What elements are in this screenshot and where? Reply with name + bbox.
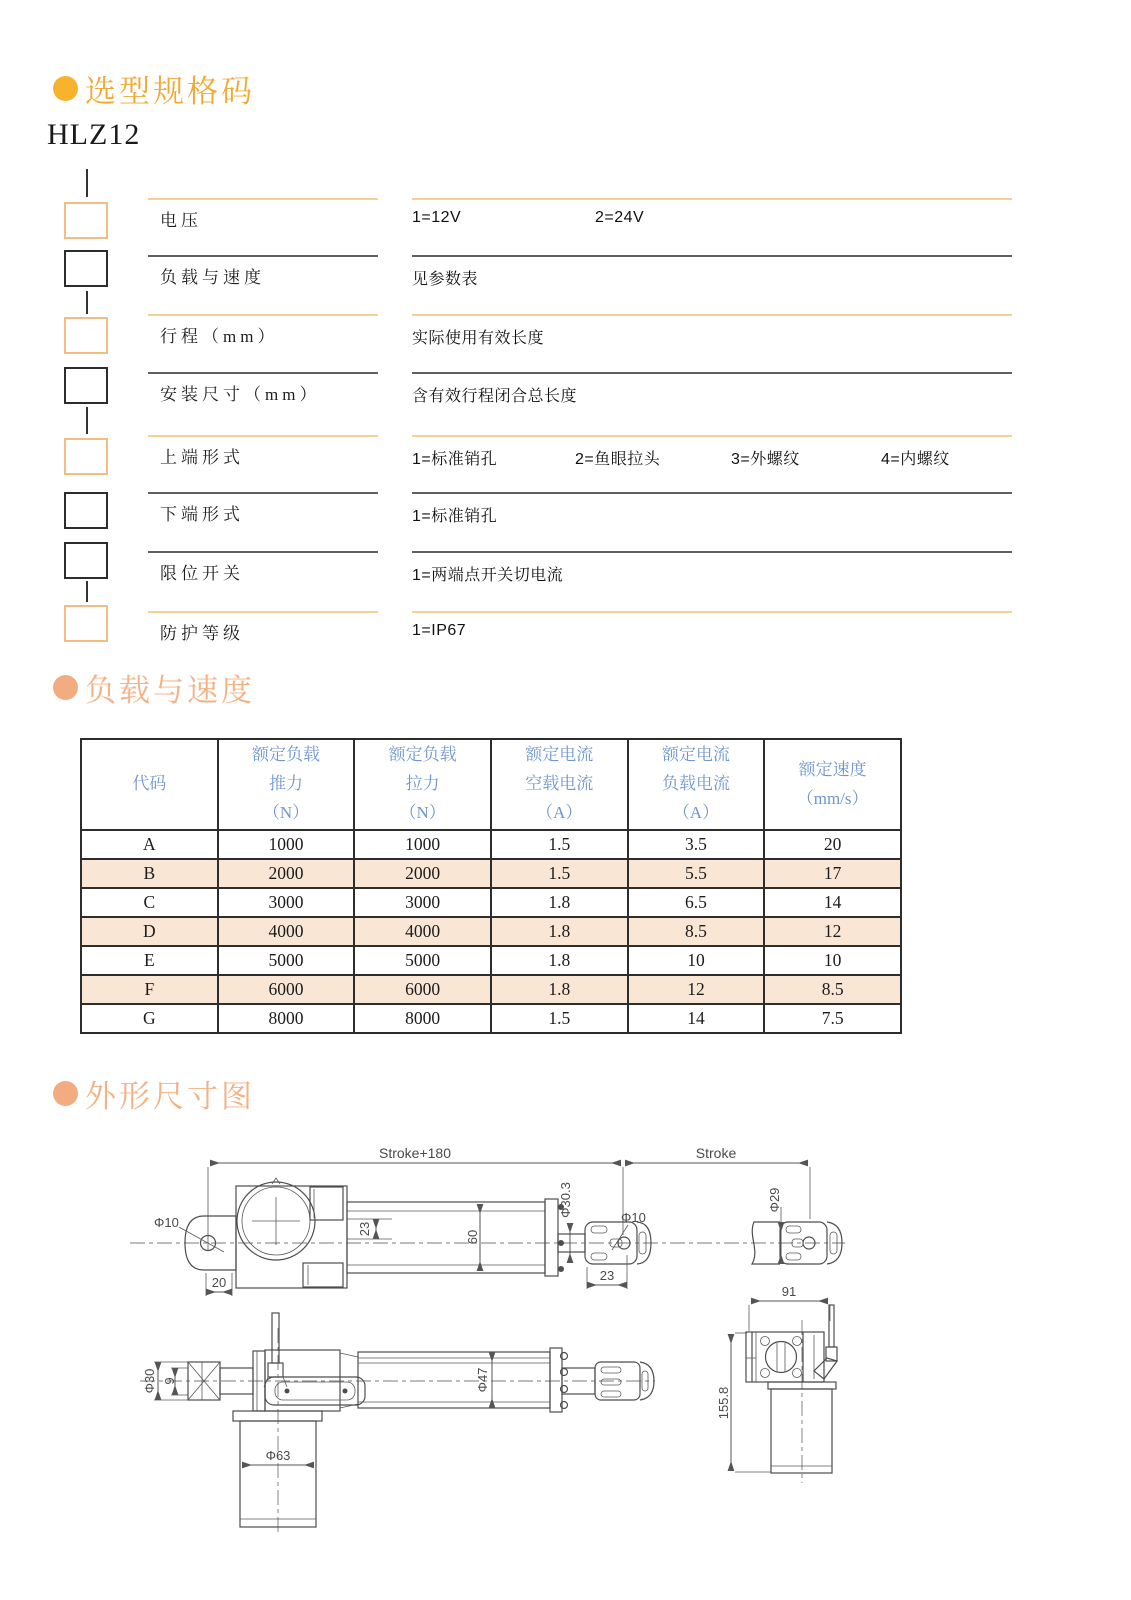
spec-row-value: 1=标准销孔 [412,451,498,468]
table-header-cell [628,739,765,830]
table-header-cell [491,739,628,830]
table-header-line: 空载电流 [525,774,594,794]
table-row [81,946,901,975]
table-cell: 17 [764,859,901,888]
table-cell: 3000 [218,888,355,917]
dim-label-phi29: Φ29 [767,1187,782,1213]
table-cell: G [81,1004,218,1033]
spec-code-box [64,542,108,579]
table-cell: 7.5 [764,1004,901,1033]
table-header-line: 拉力 [405,774,440,794]
section-title: 选型规格码 [85,74,255,109]
dim-label-phi47: Φ47 [475,1367,490,1393]
dim-label-91: 91 [781,1284,797,1299]
table-cell: 8000 [218,1004,355,1033]
table-row [81,917,901,946]
table-header-line: 额定电流 [661,745,730,765]
spec-row-label-rule [148,435,378,437]
table-header-line: 负载电流 [661,774,730,794]
table-cell: 6000 [218,975,355,1004]
spec-row-value: 见参数表 [412,271,479,288]
table-cell: 1.5 [491,859,628,888]
table-row [81,859,901,888]
code-connector-line [86,581,88,602]
table-cell: 20 [764,830,901,859]
section-header-dimensions [53,1071,255,1116]
table-cell: 5.5 [628,859,765,888]
dim-label-phi30-3: Φ30.3 [558,1182,573,1218]
load-speed-table-container [80,738,902,1034]
table-header-line: 额定速度 [798,759,867,779]
spec-code-box [64,605,108,642]
spec-row-value-rule [412,314,1012,316]
table-header-line: 额定电流 [525,745,594,765]
table-cell: C [81,888,218,917]
spec-row-label: 限位开关 [160,564,244,583]
table-cell: 12 [628,975,765,1004]
table-cell: 3.5 [628,830,765,859]
table-cell: 1000 [354,830,491,859]
table-header-line: （N） [399,802,446,822]
drawing-top-view [140,1313,655,1535]
table-cell: 1.8 [491,975,628,1004]
section-title: 外形尺寸图 [85,1079,255,1114]
table-header-line: 额定负载 [251,745,320,765]
table-cell: E [81,946,218,975]
bullet-icon [53,1081,78,1106]
section-header-spec-code [53,66,255,111]
table-cell: 5000 [218,946,355,975]
drawing-end-view [716,1284,837,1483]
table-row [81,888,901,917]
spec-row-label: 安装尺寸（mm） [160,385,321,404]
table-cell: 4000 [354,917,491,946]
table-cell: 8000 [354,1004,491,1033]
code-connector-line [86,407,88,434]
spec-row-label-rule [148,255,378,257]
table-cell: 14 [764,888,901,917]
spec-code-box [64,492,108,529]
table-cell: D [81,917,218,946]
table-cell: 12 [764,917,901,946]
table-header-line: 推力 [268,774,303,794]
spec-row-label-rule [148,611,378,613]
table-cell: 4000 [218,917,355,946]
spec-row-value: 1=IP67 [412,622,467,639]
spec-row-label: 下端形式 [160,505,244,524]
table-cell: B [81,859,218,888]
dim-label-phi10-right: Φ10 [621,1210,646,1225]
table-cell: 1.8 [491,888,628,917]
table-cell: 8.5 [764,975,901,1004]
spec-row-value-rule [412,198,1012,200]
spec-code-box [64,202,108,239]
spec-row-value: 3=外螺纹 [731,451,800,468]
spec-row-label: 行程（mm） [160,327,279,346]
spec-row-value: 4=内螺纹 [881,451,950,468]
load-speed-table [80,738,902,1034]
table-cell: 8.5 [628,917,765,946]
spec-row-value: 2=24V [595,209,645,226]
table-cell: F [81,975,218,1004]
spec-row-value-rule [412,255,1012,257]
table-cell: 1.8 [491,946,628,975]
spec-row-value: 1=标准销孔 [412,508,498,525]
table-cell: 1.5 [491,1004,628,1033]
table-cell: 2000 [354,859,491,888]
spec-row-label: 上端形式 [160,448,244,467]
spec-row-value: 2=鱼眼拉头 [575,451,661,468]
spec-row-value: 1=两端点开关切电流 [412,567,564,584]
spec-row-value-rule [412,551,1012,553]
spec-row-value-rule [412,435,1012,437]
bullet-icon [53,76,78,101]
table-row [81,1004,901,1033]
drawing-side-view [130,1145,845,1296]
table-cell: 10 [764,946,901,975]
table-header-line: （A） [672,802,720,822]
model-code: HLZ12 [47,118,141,151]
spec-row-label: 负载与速度 [160,268,265,287]
spec-row-label-rule [148,492,378,494]
table-header-cell [764,739,901,830]
table-header-row [81,739,901,830]
spec-row-label: 电压 [160,211,202,230]
dim-label-60: 60 [465,1229,480,1245]
table-cell: 10 [628,946,765,975]
table-header-cell [81,739,218,830]
dim-label-155-8: 155.8 [716,1386,731,1420]
table-row [81,830,901,859]
table-cell: 2000 [218,859,355,888]
spec-row-value-rule [412,611,1012,613]
table-header-line: （A） [536,802,583,822]
spec-code-box [64,438,108,475]
dim-label-23-rod: 23 [357,1221,372,1237]
section-title: 负载与速度 [85,673,255,708]
code-connector-line [86,169,88,197]
spec-code-box [64,367,108,404]
spec-row-value: 1=12V [412,209,462,226]
dim-label-stroke: Stroke [695,1145,737,1161]
dim-label-23-right: 23 [599,1268,615,1283]
dim-label-20: 20 [211,1275,227,1290]
spec-row-value-rule [412,492,1012,494]
spec-row-label-rule [148,372,378,374]
table-cell: A [81,830,218,859]
code-connector-line [86,291,88,314]
table-cell: 1000 [218,830,355,859]
dim-label-phi63: Φ63 [265,1448,291,1463]
dim-label-phi30: Φ30 [142,1368,157,1394]
spec-row-label: 防护等级 [160,624,244,643]
table-cell: 14 [628,1004,765,1033]
table-cell: 3000 [354,888,491,917]
dimension-drawings [100,1115,1110,1590]
dim-label-stroke-plus-180: Stroke+180 [379,1145,451,1161]
bullet-icon [53,675,78,700]
table-cell: 6000 [354,975,491,1004]
table-header-cell [354,739,491,830]
section-header-load-speed [53,665,255,710]
table-cell: 1.8 [491,917,628,946]
spec-row-value: 含有效行程闭合总长度 [412,388,578,405]
spec-code-box [64,250,108,287]
table-header-line: 代码 [132,774,167,794]
spec-row-label-rule [148,551,378,553]
table-cell: 6.5 [628,888,765,917]
spec-row-label-rule [148,314,378,316]
table-header-line: 额定负载 [388,745,457,765]
table-cell: 5000 [354,946,491,975]
spec-code-box [64,317,108,354]
table-cell: 1.5 [491,830,628,859]
dim-label-phi10-left: Φ10 [154,1215,179,1230]
table-row [81,975,901,1004]
table-header-line: （N） [262,802,310,822]
spec-row-value: 实际使用有效长度 [412,330,545,347]
table-header-cell [218,739,355,830]
spec-row-label-rule [148,198,378,200]
table-header-line: （mm/s） [796,788,869,808]
spec-row-value-rule [412,372,1012,374]
dim-label-9: 9 [162,1377,177,1385]
